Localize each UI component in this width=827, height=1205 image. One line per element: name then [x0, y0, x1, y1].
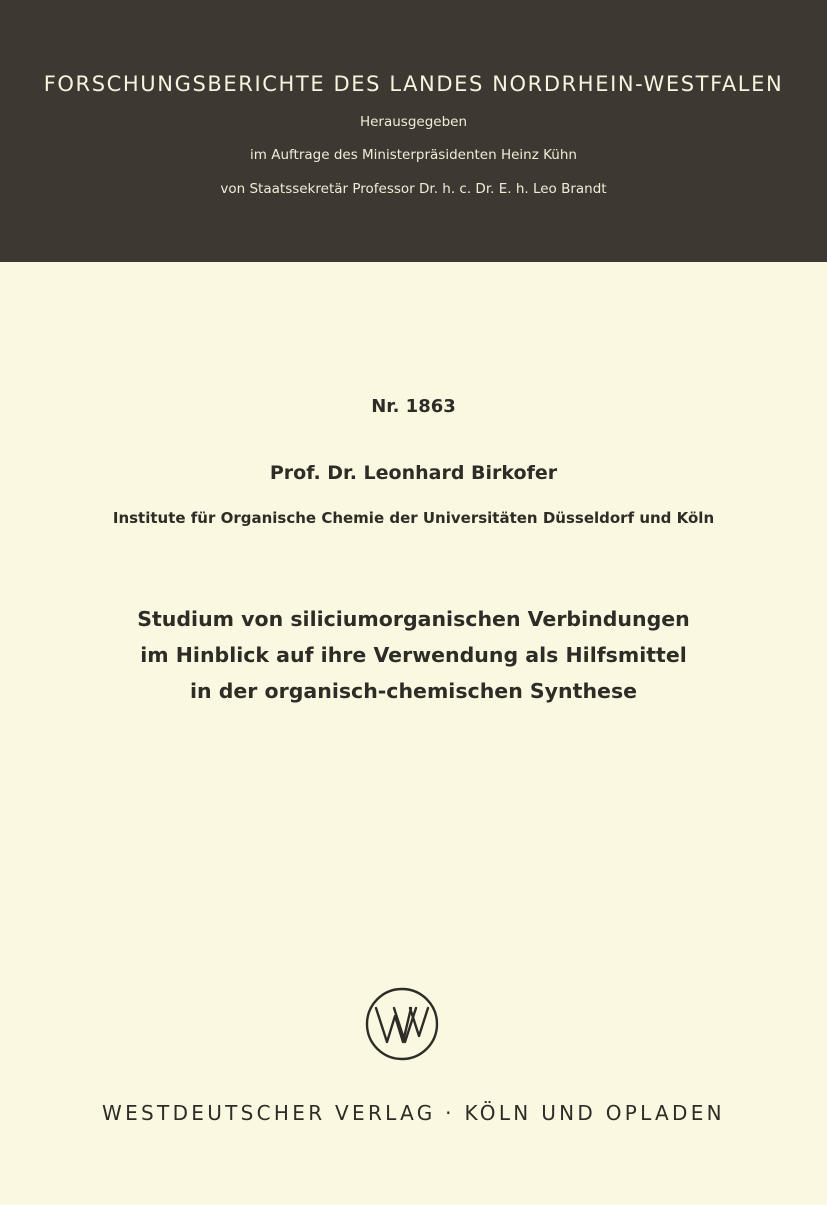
report-number: Nr. 1863	[371, 396, 456, 417]
header-band	[0, 0, 827, 262]
author-name: Prof. Dr. Leonhard Birkofer	[269, 462, 558, 484]
wv-monogram-icon	[364, 986, 440, 1062]
work-title	[0, 601, 827, 709]
institute-name: Institute für Organische Chemie der Universitäten Düsseldorf und Köln	[112, 509, 715, 527]
title-line: im Hinblick auf ihre Verwendung als Hilfsmittel	[140, 643, 687, 667]
series-title: FORSCHUNGSBERICHTE DES LANDES NORDRHEIN-WESTFALEN	[43, 72, 784, 96]
publisher-imprint: WESTDEUTSCHER VERLAG · KÖLN UND OPLADEN	[102, 1101, 725, 1125]
title-line: in der organisch-chemischen Synthese	[189, 679, 638, 703]
commission-line: im Auftrage des Ministerpräsidenten Heinz Kühn	[250, 147, 577, 163]
editor-line: Herausgegeben	[359, 114, 468, 130]
title-line: Studium von siliciumorganischen Verbindungen	[137, 607, 690, 631]
secretary-line: von Staatssekretär Professor Dr. h. c. Dr. E. h. Leo Brandt	[220, 181, 607, 197]
